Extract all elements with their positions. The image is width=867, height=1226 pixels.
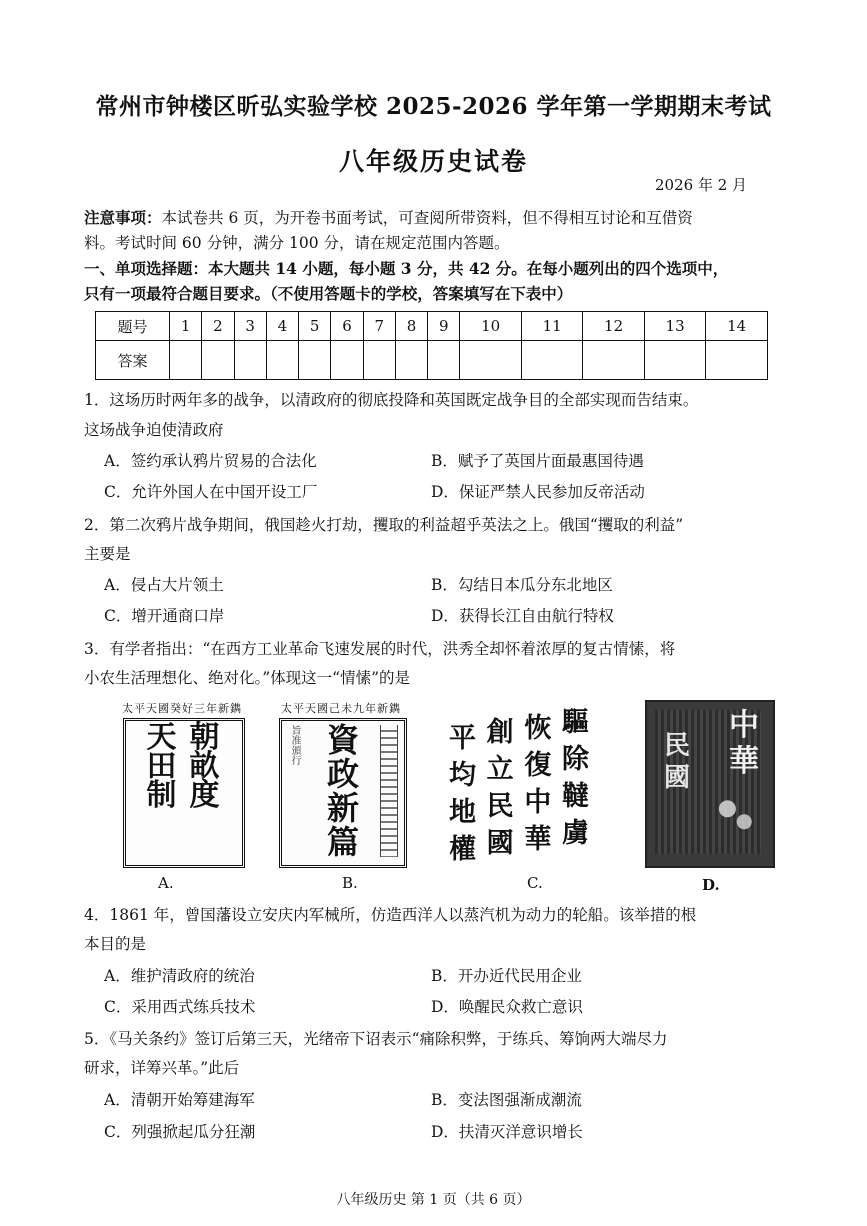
- q3-image-c-char: 華: [524, 824, 552, 855]
- q2-stem-1: 2．第二次鸦片战争期间，俄国趁火打劫，攫取的利益超乎英法之上。俄国“攫取的利益”: [84, 516, 684, 534]
- q3-image-a-char: 度: [189, 778, 220, 813]
- q5-option-b: B．变法图强渐成潮流: [431, 1091, 582, 1109]
- answer-table-row-label: 答案: [96, 341, 170, 380]
- q1-stem-1: 1．这场历时两年多的战争，以清政府的彻底投降和英国既定战争目的全部实现而告结束。: [84, 391, 699, 409]
- q3-image-c-char: 國: [486, 828, 514, 859]
- q3-image-a-char: 天: [146, 720, 177, 755]
- answer-cell[interactable]: [460, 341, 521, 380]
- section-1-instructions-1: 一、单项选择题：本大题共 14 小题，每小题 3 分，共 42 分。在每小题列出的四个选项中，: [84, 259, 729, 278]
- q3-image-d-char: 華: [729, 744, 759, 779]
- answer-cell[interactable]: [644, 341, 705, 380]
- question-number-cell: 5: [299, 312, 331, 341]
- q3-image-a-book-cover: [117, 700, 247, 864]
- notice-text-1: 本试卷共 6 页，为开卷书面考试，可查阅所带资料，但不得相互讨论和互借资: [161, 209, 693, 227]
- q3-image-c-char: 立: [486, 754, 514, 785]
- q3-image-c-calligraphy: [449, 700, 589, 864]
- q3-image-b-char: 政: [326, 755, 359, 793]
- q3-image-a-char: 畝: [189, 749, 220, 784]
- answer-cell[interactable]: [521, 341, 582, 380]
- notice-line-2: 料。考试时间 60 分钟，满分 100 分，请在规定范围内答题。: [84, 234, 510, 252]
- page-footer: 八年级历史 第 1 页（共 6 页）: [336, 1192, 531, 1208]
- q3-image-c-char: 韃: [561, 781, 589, 812]
- q3-image-a-char: 制: [146, 778, 177, 813]
- q3-image-c-char: 平: [449, 723, 476, 754]
- q3-image-b-char: 資: [326, 721, 359, 759]
- q3-image-c-char: 驅: [561, 707, 589, 738]
- q3-image-c-columns: [449, 704, 589, 865]
- answer-cell[interactable]: [706, 341, 768, 380]
- q3-image-d-calligraphy-mark: [705, 788, 761, 840]
- answer-cell[interactable]: [331, 341, 363, 380]
- q3-label-b: B.: [342, 874, 358, 892]
- q3-image-c-col-3: [487, 714, 514, 860]
- q3-image-b-side-text: 旨准頒行: [289, 725, 300, 765]
- question-number-cell: 7: [363, 312, 395, 341]
- q3-label-c: C.: [527, 874, 543, 892]
- q1-stem-2: 这场战争迫使清政府: [84, 421, 224, 439]
- answer-cell[interactable]: [299, 341, 331, 380]
- q4-option-a: A．维护清政府的统治: [104, 967, 255, 985]
- q4-option-b: B．开办近代民用企业: [431, 967, 582, 985]
- q3-stem-1: 3．有学者指出：“在西方工业革命飞速发展的时代，洪秀全却怀着浓厚的复古情愫，将: [84, 640, 676, 658]
- q4-option-d: D．唤醒民众救亡意识: [431, 998, 583, 1016]
- q3-image-c-char: 中: [524, 787, 552, 818]
- answer-cell[interactable]: [170, 341, 202, 380]
- q3-image-a-char: 田: [146, 749, 177, 784]
- q3-image-c-col-2: [524, 710, 551, 860]
- q3-image-b-title-block: [310, 723, 376, 859]
- answer-cell[interactable]: [234, 341, 266, 380]
- question-number-cell: 8: [395, 312, 427, 341]
- answer-table-row-label: 题号: [96, 312, 170, 341]
- q3-image-d-char: 國: [663, 763, 690, 793]
- answer-table-header-row: [96, 312, 768, 341]
- q3-image-b-char: 篇: [326, 823, 359, 861]
- q3-image-c-char: 創: [486, 717, 514, 748]
- question-number-cell: 3: [234, 312, 266, 341]
- q2-option-d: D．获得长江自由航行特权: [431, 607, 614, 625]
- answer-table: [95, 311, 768, 380]
- answer-cell[interactable]: [363, 341, 395, 380]
- q3-image-a-title-block: [140, 720, 226, 813]
- answer-cell[interactable]: [583, 341, 644, 380]
- q3-label-d: D.: [702, 876, 720, 894]
- q2-option-c: C．增开通商口岸: [104, 607, 225, 625]
- q1-option-a: A．签约承认鸦片贸易的合法化: [104, 452, 317, 470]
- question-number-cell: 11: [521, 312, 582, 341]
- q5-stem-2: 研求，详筹兴革。”此后: [84, 1059, 240, 1077]
- q3-image-b-frame: [279, 718, 407, 868]
- answer-cell[interactable]: [202, 341, 234, 380]
- answer-table-answer-row: [96, 341, 768, 380]
- q3-image-c-char: 地: [449, 797, 476, 828]
- q3-image-b-top-text: 太平天國己未九年新鐫: [281, 702, 401, 715]
- q2-stem-2: 主要是: [84, 545, 131, 563]
- answer-cell[interactable]: [266, 341, 298, 380]
- q3-image-c-char: 虜: [561, 818, 589, 849]
- q3-image-c-col-4: [449, 720, 476, 865]
- q3-image-d-col-1: [725, 708, 763, 780]
- q2-option-b: B．勾结日本瓜分东北地区: [431, 576, 613, 594]
- q5-option-a: A．清朝开始筹建海军: [104, 1091, 255, 1109]
- q2-option-a: A．侵占大片领土: [104, 576, 224, 594]
- q1-option-b: B．赋予了英国片面最惠国待遇: [431, 452, 644, 470]
- q3-image-d-char: 民: [663, 731, 690, 761]
- q5-option-d: D．扶清灭洋意识增长: [431, 1123, 583, 1141]
- q3-image-b-char: 新: [326, 789, 359, 827]
- q3-image-c-char: 民: [486, 791, 514, 822]
- q1-option-c: C．允许外国人在中国开设工厂: [104, 483, 318, 501]
- question-number-cell: 2: [202, 312, 234, 341]
- section-1-instructions-2: 只有一项最符合题目要求。（不使用答题卡的学校，答案填写在下表中）: [84, 284, 573, 303]
- answer-cell[interactable]: [428, 341, 460, 380]
- question-number-cell: 14: [706, 312, 768, 341]
- q3-image-c-char: 恢: [524, 713, 552, 744]
- q3-image-d-plaque: [645, 700, 775, 868]
- answer-cell[interactable]: [395, 341, 427, 380]
- q3-image-c-char: 除: [561, 744, 589, 775]
- q3-image-b-decor-column: [380, 725, 398, 857]
- exam-date: 2026 年 2 月: [655, 176, 748, 194]
- question-number-cell: 13: [644, 312, 705, 341]
- q1-option-d: D．保证严禁人民参加反帝活动: [431, 483, 645, 501]
- q3-image-b-book-cover: [275, 700, 407, 864]
- q3-image-a-top-text: 太平天國癸好三年新鐫: [122, 702, 242, 715]
- q5-stem-1: 5．《马关条约》签订后第三天，光绪帝下诏表示“痛除积弊，于练兵、筹饷两大端尽力: [84, 1030, 668, 1048]
- exam-subtitle: 八年级历史试卷: [338, 147, 528, 176]
- q3-image-a-char: 朝: [189, 720, 220, 755]
- exam-title: 常州市钟楼区昕弘实验学校 2025-2026 学年第一学期期末考试: [95, 93, 772, 120]
- question-number-cell: 9: [428, 312, 460, 341]
- q3-image-c-char: 權: [449, 834, 476, 865]
- q4-stem-2: 本目的是: [84, 935, 147, 953]
- question-number-cell: 6: [331, 312, 363, 341]
- q3-image-d-char: 中: [729, 708, 759, 743]
- q3-image-c-char: 均: [449, 760, 476, 791]
- question-number-cell: 4: [266, 312, 298, 341]
- q4-option-c: C．采用西式练兵技术: [104, 998, 256, 1016]
- notice-line-1: [84, 206, 796, 230]
- question-number-cell: 12: [583, 312, 644, 341]
- q3-label-a: A.: [158, 874, 174, 892]
- question-number-cell: 1: [170, 312, 202, 341]
- q3-image-d-col-2: [659, 730, 695, 794]
- q3-image-c-char: 復: [524, 750, 552, 781]
- question-number-cell: 10: [460, 312, 521, 341]
- notice-label: 注意事项：: [84, 208, 162, 227]
- q3-image-a-frame: [123, 718, 245, 868]
- q3-stem-2: 小农生活理想化、绝对化。”体现这一“情愫”的是: [84, 669, 411, 687]
- q4-stem-1: 4．1861 年，曾国藩设立安庆内军械所，仿造西洋人以蒸汽机为动力的轮船。该举措的根: [84, 906, 697, 924]
- q5-option-c: C．列强掀起瓜分狂潮: [104, 1123, 256, 1141]
- q3-image-c-col-1: [562, 704, 589, 860]
